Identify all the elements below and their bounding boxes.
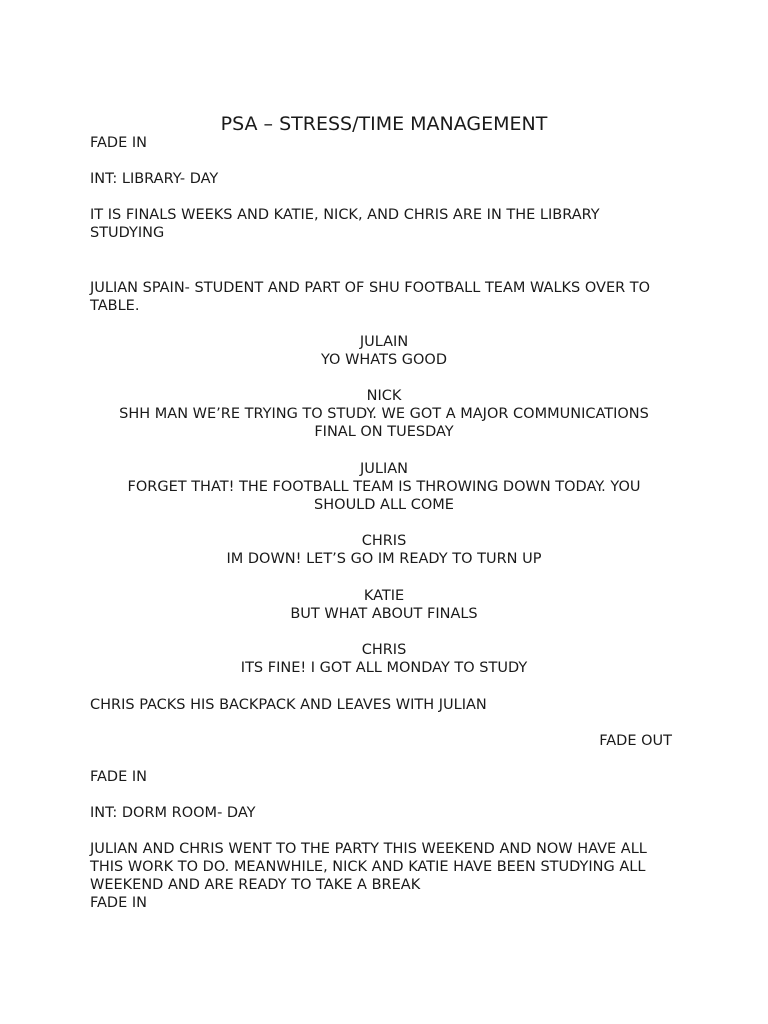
transition-fade-in: FADE IN bbox=[90, 895, 147, 911]
action-paragraph bbox=[90, 840, 647, 912]
scene-heading-library: INT: LIBRARY- DAY bbox=[90, 171, 219, 187]
action-line: WEEKEND AND ARE READY TO TAKE A BREAK bbox=[90, 877, 421, 893]
dialogue-block bbox=[0, 532, 768, 568]
dialogue-block bbox=[0, 587, 768, 623]
scene-heading-dorm: INT: DORM ROOM- DAY bbox=[90, 805, 256, 821]
transition-fade-out: FADE OUT bbox=[599, 733, 672, 749]
dialogue-line: IM DOWN! LET’S GO IM READY TO TURN UP bbox=[226, 551, 542, 567]
action-line: STUDYING bbox=[90, 225, 165, 241]
document-title: PSA – STRESS/TIME MANAGEMENT bbox=[220, 113, 548, 135]
action-line: TABLE. bbox=[90, 298, 140, 314]
action-line: JULIAN SPAIN- STUDENT AND PART OF SHU FOOTBALL TEAM WALKS OVER TO bbox=[90, 280, 651, 296]
character-name: JULAIN bbox=[359, 334, 409, 350]
dialogue-block bbox=[0, 460, 768, 514]
character-name: CHRIS bbox=[361, 533, 407, 549]
action-paragraph bbox=[90, 279, 650, 315]
dialogue-block bbox=[0, 387, 768, 441]
dialogue-line: SHH MAN WE’RE TRYING TO STUDY. WE GOT A MAJOR COMMUNICATIONS bbox=[119, 406, 649, 422]
transition-fade-in: FADE IN bbox=[90, 135, 147, 151]
character-name: CHRIS bbox=[361, 642, 407, 658]
character-name: KATIE bbox=[363, 588, 405, 604]
character-name: JULIAN bbox=[359, 461, 408, 477]
dialogue-block bbox=[0, 641, 768, 677]
action-paragraph bbox=[90, 206, 600, 242]
transition-fade-in: FADE IN bbox=[90, 769, 147, 785]
action-line: IT IS FINALS WEEKS AND KATIE, NICK, AND CHRIS ARE IN THE LIBRARY bbox=[90, 207, 600, 223]
action-line: JULIAN AND CHRIS WENT TO THE PARTY THIS WEEKEND AND NOW HAVE ALL bbox=[90, 841, 647, 857]
dialogue-line: YO WHATS GOOD bbox=[320, 352, 448, 368]
dialogue-line: BUT WHAT ABOUT FINALS bbox=[290, 606, 478, 622]
dialogue-line: FORGET THAT! THE FOOTBALL TEAM IS THROWING DOWN TODAY. YOU bbox=[127, 479, 641, 495]
dialogue-line: FINAL ON TUESDAY bbox=[314, 424, 454, 440]
action-paragraph: CHRIS PACKS HIS BACKPACK AND LEAVES WITH JULIAN bbox=[90, 697, 487, 713]
action-line: THIS WORK TO DO. MEANWHILE, NICK AND KATIE HAVE BEEN STUDYING ALL bbox=[90, 859, 646, 875]
dialogue-block bbox=[0, 333, 768, 369]
dialogue-line: SHOULD ALL COME bbox=[314, 497, 454, 513]
dialogue-line: ITS FINE! I GOT ALL MONDAY TO STUDY bbox=[240, 660, 528, 676]
character-name: NICK bbox=[366, 388, 402, 404]
